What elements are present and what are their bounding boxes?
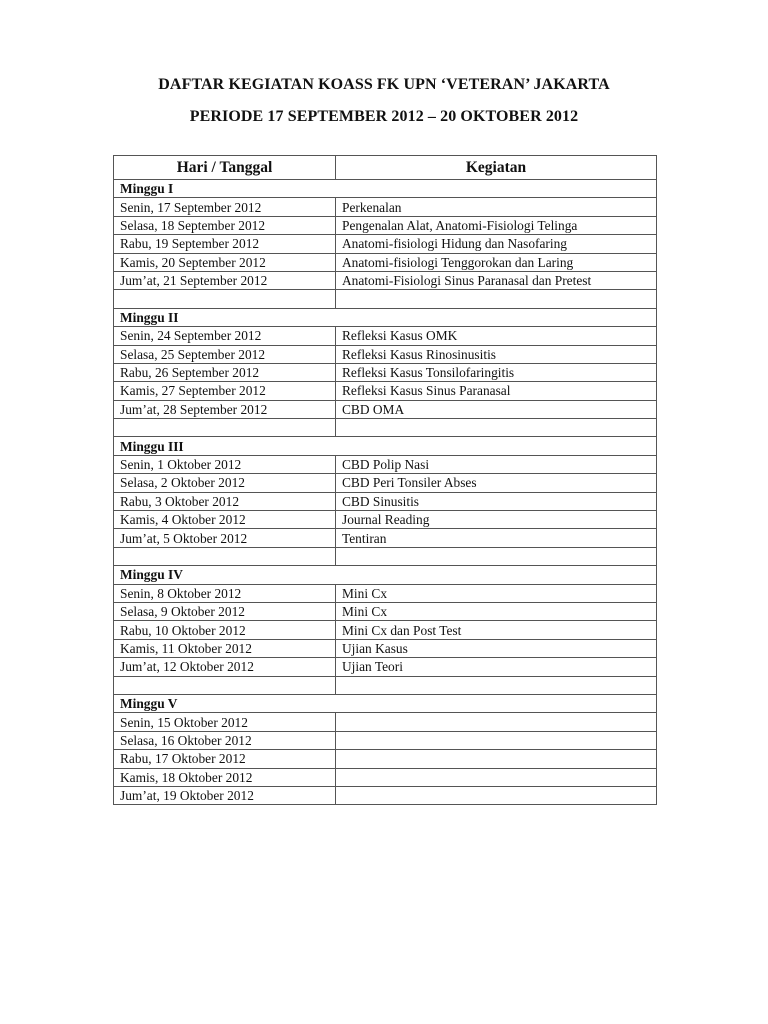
date-cell: Kamis, 20 September 2012 [114,253,336,271]
date-cell: Rabu, 26 September 2012 [114,363,336,381]
week-heading-row [114,180,657,198]
empty-cell [114,547,336,565]
date-cell: Senin, 1 Oktober 2012 [114,455,336,473]
date-cell: Kamis, 27 September 2012 [114,382,336,400]
table-row [114,602,657,620]
activity-cell: Mini Cx [336,602,657,620]
table-row [114,529,657,547]
column-header-date: Hari / Tanggal [114,156,336,180]
activity-cell: Mini Cx dan Post Test [336,621,657,639]
week-heading-row [114,437,657,455]
empty-cell [114,676,336,694]
table-row [114,658,657,676]
table-row [114,327,657,345]
date-cell: Jum’at, 28 September 2012 [114,400,336,418]
date-cell: Rabu, 10 Oktober 2012 [114,621,336,639]
date-cell: Senin, 8 Oktober 2012 [114,584,336,602]
table-row [114,474,657,492]
document-title: DAFTAR KEGIATAN KOASS FK UPN ‘VETERAN’ JAKARTA [158,76,610,93]
spacer-row [114,419,657,437]
document-period: PERIODE 17 SEPTEMBER 2012 – 20 OKTOBER 2012 [189,108,579,125]
date-cell: Selasa, 9 Oktober 2012 [114,602,336,620]
table-row [114,731,657,749]
table-row [114,621,657,639]
date-cell: Selasa, 16 Oktober 2012 [114,731,336,749]
week-label: Minggu I [114,180,657,198]
activity-cell: Refleksi Kasus Tonsilofaringitis [336,363,657,381]
table-header-row [114,156,657,180]
date-cell: Kamis, 18 Oktober 2012 [114,768,336,786]
activity-cell: Ujian Teori [336,658,657,676]
date-cell: Jum’at, 19 Oktober 2012 [114,786,336,804]
date-cell: Selasa, 25 September 2012 [114,345,336,363]
date-cell: Kamis, 4 Oktober 2012 [114,511,336,529]
date-cell: Jum’at, 5 Oktober 2012 [114,529,336,547]
table-row [114,511,657,529]
activity-cell [336,731,657,749]
date-cell: Jum’at, 12 Oktober 2012 [114,658,336,676]
date-cell: Rabu, 3 Oktober 2012 [114,492,336,510]
table-row [114,455,657,473]
activity-cell: Perkenalan [336,198,657,216]
activity-cell: Tentiran [336,529,657,547]
schedule-body [114,180,657,805]
activity-cell: CBD OMA [336,400,657,418]
date-cell: Rabu, 19 September 2012 [114,235,336,253]
table-row [114,345,657,363]
table-row [114,639,657,657]
spacer-row [114,290,657,308]
table-row [114,253,657,271]
week-label: Minggu III [114,437,657,455]
week-heading-row [114,566,657,584]
table-row [114,400,657,418]
date-cell: Senin, 24 September 2012 [114,327,336,345]
week-label: Minggu II [114,308,657,326]
schedule-table [113,155,657,805]
date-cell: Selasa, 2 Oktober 2012 [114,474,336,492]
spacer-row [114,676,657,694]
week-heading-row [114,308,657,326]
empty-cell [336,419,657,437]
table-row [114,198,657,216]
activity-cell: CBD Polip Nasi [336,455,657,473]
date-cell: Rabu, 17 Oktober 2012 [114,750,336,768]
week-label: Minggu V [114,694,657,712]
activity-cell: Refleksi Kasus Rinosinusitis [336,345,657,363]
week-label: Minggu IV [114,566,657,584]
date-cell: Jum’at, 21 September 2012 [114,271,336,289]
activity-cell: Anatomi-fisiologi Hidung dan Nasofaring [336,235,657,253]
activity-cell [336,750,657,768]
activity-cell: CBD Peri Tonsiler Abses [336,474,657,492]
activity-cell [336,786,657,804]
table-row [114,271,657,289]
activity-cell: Refleksi Kasus OMK [336,327,657,345]
activity-cell [336,768,657,786]
table-row [114,382,657,400]
spacer-row [114,547,657,565]
empty-cell [114,290,336,308]
activity-cell [336,713,657,731]
activity-cell: Ujian Kasus [336,639,657,657]
date-cell: Senin, 17 September 2012 [114,198,336,216]
empty-cell [336,290,657,308]
activity-cell: Refleksi Kasus Sinus Paranasal [336,382,657,400]
week-heading-row [114,694,657,712]
activity-cell: Pengenalan Alat, Anatomi-Fisiologi Telinga [336,216,657,234]
date-cell: Selasa, 18 September 2012 [114,216,336,234]
table-row [114,492,657,510]
table-row [114,713,657,731]
activity-cell: Anatomi-fisiologi Tenggorokan dan Laring [336,253,657,271]
empty-cell [114,419,336,437]
activity-cell: Mini Cx [336,584,657,602]
empty-cell [336,547,657,565]
table-row [114,786,657,804]
date-cell: Kamis, 11 Oktober 2012 [114,639,336,657]
table-row [114,363,657,381]
table-row [114,235,657,253]
column-header-activity: Kegiatan [336,156,657,180]
empty-cell [336,676,657,694]
activity-cell: CBD Sinusitis [336,492,657,510]
date-cell: Senin, 15 Oktober 2012 [114,713,336,731]
activity-cell: Journal Reading [336,511,657,529]
activity-cell: Anatomi-Fisiologi Sinus Paranasal dan Pretest [336,271,657,289]
table-row [114,750,657,768]
table-row [114,216,657,234]
table-row [114,768,657,786]
table-row [114,584,657,602]
